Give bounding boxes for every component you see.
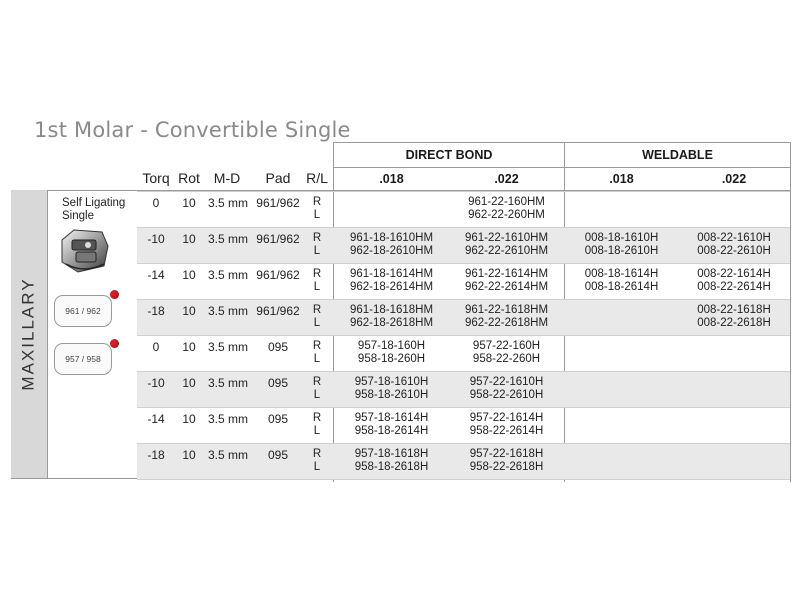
cell-torq: -14: [147, 412, 165, 426]
cell-torq: -14: [147, 268, 165, 282]
part-number-db018: 961-18-1610HM: [349, 232, 434, 244]
part-number-db022: 958-22-2614H: [469, 424, 544, 437]
cell-side-l: L: [313, 208, 321, 221]
column-header-torq: Torq: [142, 170, 170, 186]
divider: [137, 443, 790, 444]
group-header-direct-bond: DIRECT BOND: [405, 148, 493, 162]
cell-pad: 095: [267, 448, 289, 462]
cell-torq: -18: [147, 304, 165, 318]
cell-rot: 10: [182, 376, 196, 390]
part-number-db022: 957-22-160H: [472, 340, 541, 352]
divider: [137, 335, 790, 336]
part-number-w018: 008-18-2610H: [584, 244, 659, 257]
column-header-pad: Pad: [265, 170, 291, 186]
cell-pad: 961/962: [256, 268, 300, 282]
cell-torq: 0: [152, 340, 160, 354]
cell-rot: 10: [182, 268, 196, 282]
divider: [137, 407, 790, 408]
part-number-db022: 962-22-2618HM: [464, 316, 549, 329]
cell-side-l: L: [313, 424, 321, 437]
part-number-db018: 962-18-2614HM: [349, 280, 434, 293]
cell-side-r: R: [312, 196, 322, 208]
part-number-w022: 008-22-1614H: [697, 268, 771, 280]
part-number-db022: 958-22-2610H: [469, 388, 544, 401]
part-number-w018: 008-18-1614H: [584, 268, 659, 280]
cell-side-r: R: [312, 448, 322, 460]
cell-md: 3.5 mm: [207, 448, 248, 462]
side-label: [11, 190, 47, 478]
cell-rot: 10: [182, 412, 196, 426]
part-number-w018: 008-18-1610H: [584, 232, 659, 244]
cell-pad: 095: [267, 412, 289, 426]
cell-side-l: L: [313, 460, 321, 473]
column-header-rot: Rot: [178, 170, 200, 186]
pad-shape-image: [54, 295, 112, 327]
group-header-weldable: WELDABLE: [642, 148, 713, 162]
cell-rot: 10: [182, 196, 196, 210]
part-number-w022: 008-22-1610H: [697, 232, 771, 244]
part-number-db022: 957-22-1618H: [469, 448, 544, 460]
red-dot-icon: [110, 339, 119, 348]
cell-torq: -18: [147, 448, 165, 462]
part-number-w022: 008-22-2618H: [697, 316, 771, 329]
part-number-db018: 957-18-1618H: [354, 448, 429, 460]
cell-side-r: R: [312, 232, 322, 244]
cell-side-r: R: [312, 340, 322, 352]
size-header-db-018: .018: [379, 172, 404, 186]
size-header-w-022: .022: [721, 172, 747, 186]
part-number-db018: 957-18-1610H: [354, 376, 429, 388]
part-number-db022: 961-22-1618HM: [464, 304, 549, 316]
red-dot-icon: [110, 290, 119, 299]
cell-side-l: L: [313, 388, 321, 401]
cell-side-l: L: [313, 244, 321, 257]
product-description: [62, 197, 125, 223]
divider: [137, 263, 790, 264]
cell-md: 3.5 mm: [207, 196, 248, 210]
part-number-db018: 958-18-2614H: [354, 424, 429, 437]
part-number-db018: 957-18-1614H: [354, 412, 429, 424]
cell-side-r: R: [312, 268, 322, 280]
pad-label: 957 / 958: [65, 354, 101, 364]
part-number-db018: 958-18-2610H: [354, 388, 429, 401]
part-number-db022: 961-22-1610HM: [464, 232, 549, 244]
cell-rot: 10: [182, 340, 196, 354]
description-line: Single: [62, 210, 94, 222]
cell-torq: 0: [152, 196, 160, 210]
part-number-db018: 961-18-1618HM: [349, 304, 434, 316]
divider: [790, 142, 791, 482]
divider: [47, 190, 48, 478]
cell-pad: 095: [267, 376, 289, 390]
divider: [137, 191, 790, 192]
pad-shape-image: [54, 343, 112, 375]
cell-side-l: L: [313, 352, 321, 365]
cell-md: 3.5 mm: [207, 268, 248, 282]
part-number-db022: 958-22-2618H: [469, 460, 544, 473]
cell-md: 3.5 mm: [207, 340, 248, 354]
part-number-w022: 008-22-2614H: [697, 280, 771, 293]
part-number-db022: 958-22-260H: [472, 352, 541, 365]
cell-md: 3.5 mm: [207, 304, 248, 318]
cell-side-l: L: [313, 316, 321, 329]
pad-label: 961 / 962: [65, 306, 101, 316]
cell-side-r: R: [312, 412, 322, 424]
cell-pad: 961/962: [256, 196, 300, 210]
part-number-db022: 962-22-2610HM: [464, 244, 549, 257]
part-number-w022: 008-22-1618H: [697, 304, 771, 316]
part-number-db022: 962-22-260HM: [468, 208, 545, 221]
part-number-db018: 958-18-2618H: [354, 460, 429, 473]
cell-rot: 10: [182, 304, 196, 318]
part-number-db022: 957-22-1614H: [469, 412, 544, 424]
divider: [11, 478, 137, 479]
column-header-md: M-D: [213, 170, 241, 186]
page-title: 1st Molar - Convertible Single: [34, 118, 351, 142]
cell-pad: 095: [267, 340, 289, 354]
part-number-db022: 961-22-160HM: [468, 196, 545, 208]
cell-rot: 10: [182, 232, 196, 246]
divider: [137, 371, 790, 372]
cell-md: 3.5 mm: [207, 412, 248, 426]
part-number-db018: 958-18-260H: [357, 352, 426, 365]
cell-pad: 961/962: [256, 304, 300, 318]
divider: [137, 299, 790, 300]
part-number-db018: 957-18-160H: [357, 340, 426, 352]
description-line: Self Ligating: [62, 197, 126, 209]
cell-md: 3.5 mm: [207, 232, 248, 246]
cell-rot: 10: [182, 448, 196, 462]
cell-side-r: R: [312, 304, 322, 316]
divider: [137, 479, 790, 480]
divider: [137, 227, 790, 228]
cell-pad: 961/962: [256, 232, 300, 246]
column-header-rl: R/L: [306, 170, 328, 186]
size-header-db-022: .022: [494, 172, 519, 186]
bracket-image: [58, 226, 110, 274]
part-number-db018: 961-18-1614HM: [349, 268, 434, 280]
part-number-w018: 008-18-2614H: [584, 280, 659, 293]
part-number-db018: 962-18-2610HM: [349, 244, 434, 257]
size-header-w-018: .018: [609, 172, 634, 186]
cell-side-l: L: [313, 280, 321, 293]
cell-torq: -10: [147, 376, 165, 390]
part-number-db022: 962-22-2614HM: [464, 280, 549, 293]
part-number-db018: 962-18-2618HM: [349, 316, 434, 329]
part-number-w022: 008-22-2610H: [697, 244, 771, 257]
part-number-db022: 961-22-1614HM: [464, 268, 549, 280]
cell-side-r: R: [312, 376, 322, 388]
cell-md: 3.5 mm: [207, 376, 248, 390]
part-number-db022: 957-22-1610H: [469, 376, 544, 388]
side-label-text: MAXILLARY: [19, 277, 38, 391]
cell-torq: -10: [147, 232, 165, 246]
